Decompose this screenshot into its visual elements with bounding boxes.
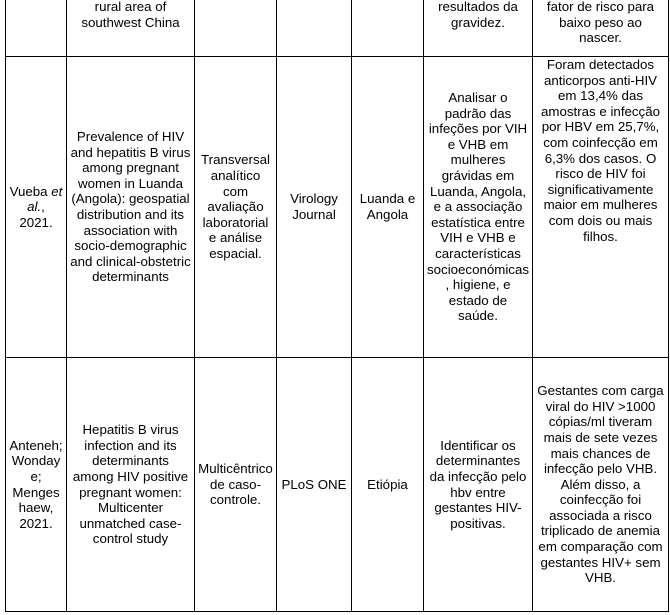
results-cell [533,358,669,612]
objective-cell [424,0,533,57]
table-row [6,0,669,57]
title-text: Prevalence of HIV and hepatitis B virus among pregnant women in Luanda (Angola): geospatial distribution and its association with socio-demographic and clinical-obstetric determinants [70,129,191,285]
title-text: rural area of southwest China [81,0,180,30]
location-text: Luanda e Angola [359,191,416,222]
title-cell [67,358,195,612]
objective-cell [424,57,533,358]
objective-text: Analisar o padrão das infeções por VIH e VHB em mulheres grávidas em Luanda, Angola, e a associação estatística entre VIH e VHB e características socioeconómicas, higiene, e estado de saúde. [427,90,529,324]
design-text: Multicêntrico de caso-controle. [198,461,273,508]
location-cell [352,0,424,57]
author-cell [6,358,67,612]
author-text: Vueba [9,183,52,199]
literature-review-table [5,0,669,612]
results-text: fator de risco para baixo peso ao nascer. [546,0,655,46]
design-cell [195,358,277,612]
objective-text: resultados da gravidez. [438,0,518,30]
results-text: Gestantes com carga viral do HIV >1000 cópias/ml tiveram mais de sete vezes mais chances de infecção pelo VHB. Além disso, a coinfecção foi associada a risco triplicado de anemia em comparação com gestantes HIV+ sem VHB. [537,383,664,586]
author-cell [6,0,67,57]
design-text: Transversal analítico com avaliação laboratorial e análise espacial. [201,152,270,261]
objective-text: Identificar os determinantes da infecção pelo hbv entre gestantes HIV-positivas. [429,437,527,531]
author-et-al: et al. [27,183,63,215]
location-cell [352,57,424,358]
results-cell [533,57,669,358]
results-text: Foram detectados anticorpos anti-HIV em 13,4% das amostras e infecção por HBV em 25,7%, com coinfecção em 6,3% dos casos. O risco de HIV foi significativamente maior em mulheres com dois ou mais filhos. [541,57,660,244]
title-cell [67,57,195,358]
journal-text: Virology Journal [290,191,338,222]
design-cell [195,57,277,358]
title-text: Hepatitis B virus infection and its determinants among HIV positive pregnant women: Multicenter unmatched case-control study [72,422,189,547]
table-row [6,57,669,358]
results-cell [533,0,669,57]
author-cell [6,57,67,358]
author-year: , 2021. [19,199,53,230]
location-cell [352,358,424,612]
title-cell [67,0,195,57]
author-text: Anteneh; Wondaye; Mengeshaew, 2021. [9,437,63,531]
journal-cell [277,0,352,57]
journal-text: PLoS ONE [281,476,347,492]
journal-cell [277,358,352,612]
table-row [6,358,669,612]
objective-cell [424,358,533,612]
design-cell [195,0,277,57]
location-text: Etiópia [367,476,408,492]
journal-cell [277,57,352,358]
